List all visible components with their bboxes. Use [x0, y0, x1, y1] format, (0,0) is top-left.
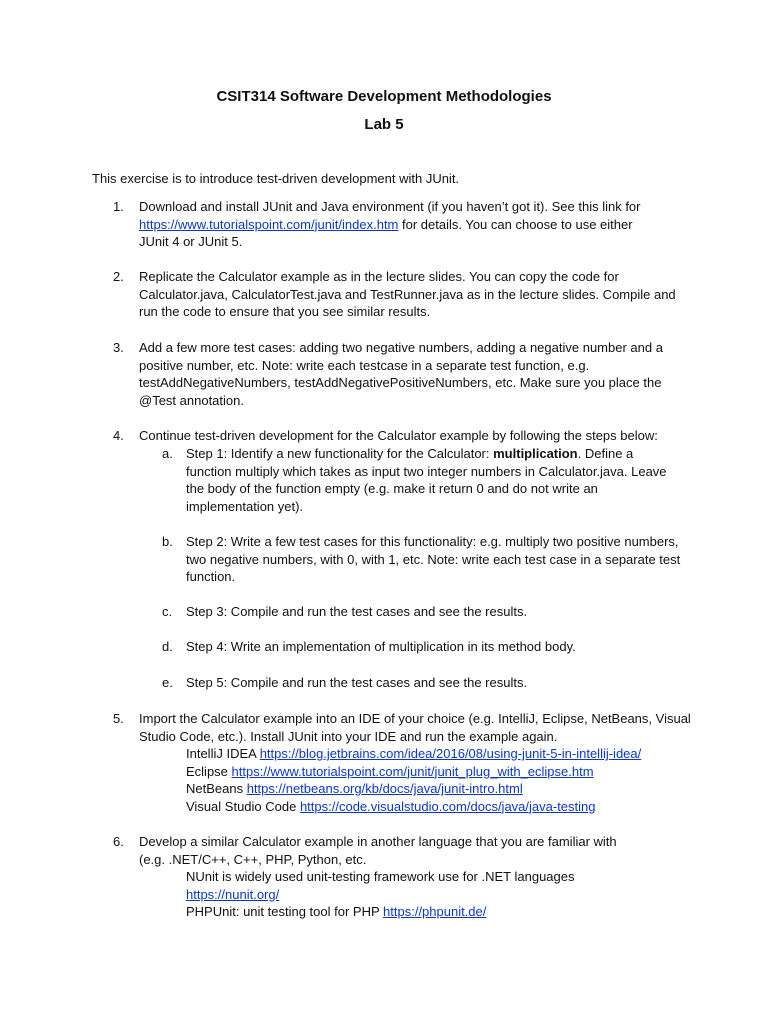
ide-label: NetBeans	[186, 781, 247, 796]
sub-item-letter: c.	[162, 604, 173, 619]
item-number: 6.	[113, 834, 124, 849]
item-number: 2.	[113, 269, 124, 284]
item-text: for details. You can choose to use either	[398, 216, 633, 232]
item-number: 1.	[113, 199, 124, 214]
item-text: Develop a similar Calculator example in another language that you are familiar with	[139, 834, 617, 849]
item-text: JUnit 4 or JUnit 5.	[139, 234, 243, 249]
item-text: Continue test-driven development for the Calculator example by following the steps below:	[139, 428, 658, 443]
sub-item-text: Step 1: Identify a new functionality for the Calculator:	[186, 446, 494, 461]
tutorialspoint-junit-link[interactable]: https://www.tutorialspoint.com/junit/index.htm	[139, 216, 399, 232]
ide-link-row-intellij	[139, 745, 693, 763]
sub-item-letter: d.	[162, 639, 173, 654]
page-subtitle: Lab 5	[364, 116, 404, 133]
sub-item-c	[162, 603, 682, 621]
list-item-6	[113, 833, 693, 921]
intro-text: This exercise is to introduce test-driven development with JUnit.	[92, 171, 460, 186]
sub-item-text: Step 3: Compile and run the test cases and see the results.	[186, 604, 528, 619]
ide-label: IntelliJ IDEA	[186, 746, 260, 761]
sub-item-b	[162, 533, 682, 586]
vscode-link[interactable]: https://code.visualstudio.com/docs/java/java-testing	[299, 798, 596, 814]
sub-item-text: Step 4: Write an implementation of multiplication in its method body.	[186, 639, 576, 654]
list-item-2	[113, 268, 693, 321]
sub-item-a	[162, 445, 682, 515]
bold-term: multiplication	[493, 446, 578, 461]
item-text: Import the Calculator example into an IDE of your choice (e.g. IntelliJ, Eclipse, NetBeans, Visual Studio Code, etc.). Install JUnit into your IDE and run the example again.	[139, 711, 691, 744]
list-item-4	[113, 427, 693, 445]
nunit-link[interactable]: https://nunit.org/	[186, 886, 280, 902]
item-text: (e.g. .NET/C++, C++, PHP, Python, etc.	[139, 851, 367, 867]
list-item-3	[113, 339, 693, 409]
list-item-1	[113, 198, 693, 251]
intellij-link[interactable]: https://blog.jetbrains.com/idea/2016/08/using-junit-5-in-intellij-idea/	[259, 746, 642, 761]
sub-item-text: Step 2: Write a few test cases for this functionality: e.g. multiply two positive numbers, two negative numbers, with 0, with 1, etc. Note: write each test case in a separate test function.	[186, 534, 681, 584]
sub-item-letter: b.	[162, 534, 173, 549]
sub-item-d	[162, 638, 682, 656]
phpunit-text: PHPUnit: unit testing tool for PHP	[186, 904, 384, 919]
phpunit-link[interactable]: https://phpunit.de/	[383, 904, 487, 919]
sub-item-letter: e.	[162, 675, 173, 690]
eclipse-link[interactable]: https://www.tutorialspoint.com/junit/junit_plug_with_eclipse.htm	[231, 763, 594, 779]
netbeans-link[interactable]: https://netbeans.org/kb/docs/java/junit-intro.html	[246, 781, 523, 796]
sub-item-letter: a.	[162, 446, 173, 461]
ide-link-row-eclipse	[139, 763, 693, 781]
ide-link-row-vscode	[139, 798, 693, 816]
item-number: 3.	[113, 340, 124, 355]
nunit-text: NUnit is widely used unit-testing framework use for .NET languages	[186, 869, 575, 884]
phpunit-row	[139, 903, 693, 921]
ide-label: Visual Studio Code	[186, 798, 300, 814]
item-text: Replicate the Calculator example as in the lecture slides. You can copy the code for Calculator.java, CalculatorTest.java and TestRunner.java as in the lecture slides. Compile and run the code to ensure that you see similar results.	[139, 269, 676, 319]
ide-link-row-netbeans	[139, 780, 693, 798]
ide-label: Eclipse	[186, 763, 232, 779]
list-item-5	[113, 710, 693, 815]
item-number: 4.	[113, 428, 124, 443]
sub-item-text: . Define a function multiply which takes as input two integer numbers in Calculator.java. Leave the body of the function empty (e.g. make it return 0 and do not write an implementation yet).	[186, 446, 667, 514]
item-number: 5.	[113, 711, 124, 726]
item-text: Add a few more test cases: adding two negative numbers, adding a negative number and a positive number, etc. Note: write each testcase in a separate test function, e.g. testAddNegativeNumbers, testAddNegativePositiveNumbers, etc. Make sure you place the @Test annotation.	[139, 340, 663, 408]
page-title: CSIT314 Software Development Methodologies	[216, 88, 552, 105]
item-text: Download and install JUnit and Java environment (if you haven’t got it). See this link for	[139, 199, 641, 214]
sub-item-e	[162, 674, 682, 692]
sub-item-text: Step 5: Compile and run the test cases and see the results.	[186, 675, 528, 690]
